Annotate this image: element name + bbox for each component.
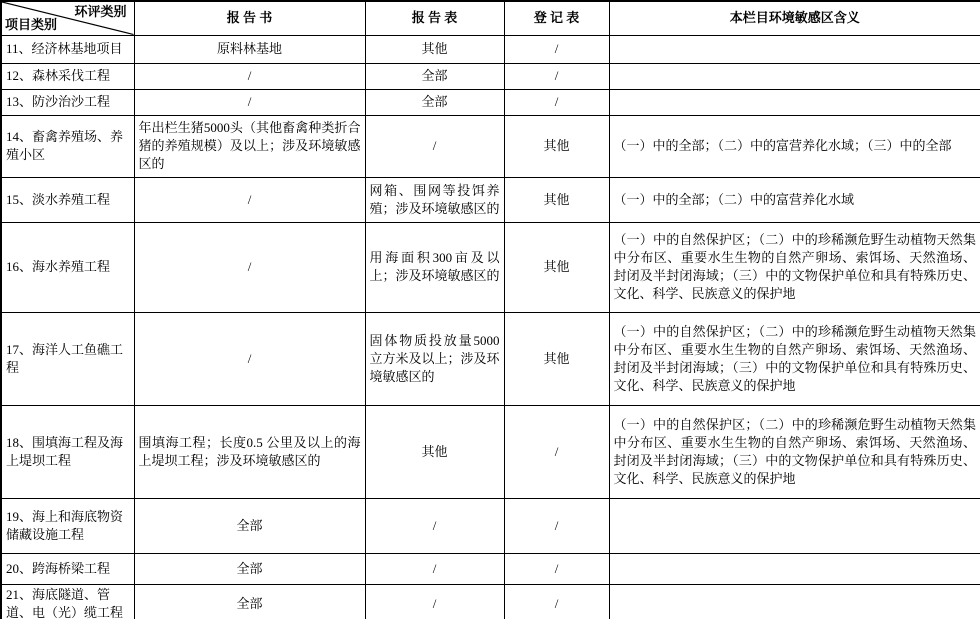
report-book-cell: 全部 <box>134 498 365 553</box>
category-cell: 11、经济林基地项目 <box>1 35 134 63</box>
table-row-14 <box>1 115 980 177</box>
category-cell: 17、海洋人工鱼礁工程 <box>1 312 134 405</box>
header-row <box>1 1 980 35</box>
report-book-cell: / <box>134 222 365 312</box>
report-book-cell: 围填海工程；长度0.5 公里及以上的海上堤坝工程；涉及环境敏感区的 <box>134 405 365 498</box>
header-registration-form: 登 记 表 <box>504 1 609 35</box>
report-form-cell: 用海面积300亩及以上；涉及环境敏感区的 <box>365 222 504 312</box>
sensitive-area-cell: （一）中的自然保护区；（二）中的珍稀濒危野生动植物天然集中分布区、重要水生生物的自然产卵场、索饵场、天然渔场、封闭及半封闭海域；（三）中的文物保护单位和具有特殊历史、文化、科学、民族意义的保护地 <box>609 312 980 405</box>
report-book-cell: 原料林基地 <box>134 35 365 63</box>
report-form-cell: / <box>365 115 504 177</box>
registration-form-cell: / <box>504 553 609 584</box>
registration-form-cell: / <box>504 63 609 89</box>
sensitive-area-cell <box>609 35 980 63</box>
table-row-16 <box>1 222 980 312</box>
sensitive-area-cell: （一）中的全部；（二）中的富营养化水域 <box>609 177 980 222</box>
header-sensitive-area-meaning: 本栏目环境敏感区含义 <box>609 1 980 35</box>
sensitive-area-cell <box>609 63 980 89</box>
report-form-cell: 其他 <box>365 405 504 498</box>
table-row-19 <box>1 498 980 553</box>
header-project-category-label: 项目类别 <box>5 16 58 32</box>
header-report-book: 报 告 书 <box>134 1 365 35</box>
report-form-cell: 网箱、围网等投饵养殖；涉及环境敏感区的 <box>365 177 504 222</box>
report-form-cell: 全部 <box>365 89 504 115</box>
header-report-form: 报 告 表 <box>365 1 504 35</box>
report-form-cell: 其他 <box>365 35 504 63</box>
sensitive-area-cell <box>609 89 980 115</box>
report-book-cell: / <box>134 177 365 222</box>
sensitive-area-cell <box>609 553 980 584</box>
table-row-11 <box>1 35 980 63</box>
registration-form-cell: / <box>504 35 609 63</box>
table-row-12 <box>1 63 980 89</box>
sensitive-area-cell <box>609 498 980 553</box>
registration-form-cell: / <box>504 89 609 115</box>
category-cell: 19、海上和海底物资储藏设施工程 <box>1 498 134 553</box>
category-cell: 20、跨海桥梁工程 <box>1 553 134 584</box>
sensitive-area-cell: （一）中的全部；（二）中的富营养化水域；（三）中的全部 <box>609 115 980 177</box>
registration-form-cell: / <box>504 498 609 553</box>
category-cell: 13、防沙治沙工程 <box>1 89 134 115</box>
category-cell: 21、海底隧道、管道、电（光）缆工程 <box>1 584 134 619</box>
table-row-13 <box>1 89 980 115</box>
table-row-21 <box>1 584 980 619</box>
sensitive-area-cell <box>609 584 980 619</box>
category-cell: 18、围填海工程及海上堤坝工程 <box>1 405 134 498</box>
report-form-cell: 固体物质投放量5000 立方米及以上；涉及环境敏感区的 <box>365 312 504 405</box>
category-cell: 12、森林采伐工程 <box>1 63 134 89</box>
report-form-cell: / <box>365 553 504 584</box>
report-form-cell: 全部 <box>365 63 504 89</box>
sensitive-area-cell: （一）中的自然保护区；（二）中的珍稀濒危野生动植物天然集中分布区、重要水生生物的自然产卵场、索饵场、天然渔场、封闭及半封闭海域；（三）中的文物保护单位和具有特殊历史、文化、科学、民族意义的保护地 <box>609 222 980 312</box>
registration-form-cell: 其他 <box>504 115 609 177</box>
sensitive-area-cell: （一）中的自然保护区；（二）中的珍稀濒危野生动植物天然集中分布区、重要水生生物的自然产卵场、索饵场、天然渔场、封闭及半封闭海域；（三）中的文物保护单位和具有特殊历史、文化、科学、民族意义的保护地 <box>609 405 980 498</box>
header-eia-category-label: 环评类别 <box>74 4 127 19</box>
table-row-20 <box>1 553 980 584</box>
diagonal-header-cell <box>1 1 134 35</box>
report-form-cell: / <box>365 498 504 553</box>
report-book-cell: / <box>134 312 365 405</box>
table-row-18 <box>1 405 980 498</box>
registration-form-cell: 其他 <box>504 312 609 405</box>
report-book-cell: 年出栏生猪5000头（其他畜禽种类折合猪的养殖规模）及以上；涉及环境敏感区的 <box>134 115 365 177</box>
report-book-cell: / <box>134 63 365 89</box>
registration-form-cell: 其他 <box>504 177 609 222</box>
registration-form-cell: / <box>504 584 609 619</box>
report-book-cell: 全部 <box>134 553 365 584</box>
table-row-17 <box>1 312 980 405</box>
category-cell: 15、淡水养殖工程 <box>1 177 134 222</box>
report-book-cell: 全部 <box>134 584 365 619</box>
report-form-cell: / <box>365 584 504 619</box>
table-row-15 <box>1 177 980 222</box>
category-cell: 14、畜禽养殖场、养殖小区 <box>1 115 134 177</box>
registration-form-cell: 其他 <box>504 222 609 312</box>
report-book-cell: / <box>134 89 365 115</box>
registration-form-cell: / <box>504 405 609 498</box>
category-cell: 16、海水养殖工程 <box>1 222 134 312</box>
